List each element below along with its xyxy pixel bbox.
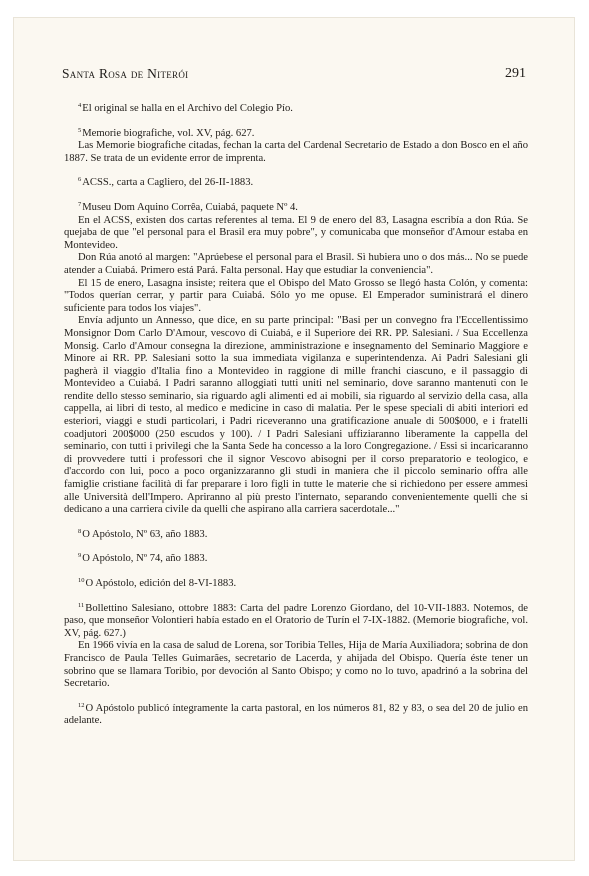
footnote-paragraph: Las Memorie biografiche citadas, fechan la carta del Cardenal Secretario de Estado a don Bosco en el año 1887. Se trata de un evidente error de imprenta. <box>64 140 528 164</box>
footnote-paragraph <box>64 700 528 728</box>
footnote-marker: 5 <box>78 126 82 134</box>
footnote-paragraph <box>64 550 528 566</box>
footnote-marker: 9 <box>78 552 82 560</box>
footnote-7 <box>64 199 528 517</box>
footnote-marker: 4 <box>78 102 82 109</box>
page-number: 291 <box>505 66 526 81</box>
page-header <box>62 66 526 88</box>
footnote-paragraph: En el ACSS, existen dos cartas referentes al tema. El 9 de enero del 83, Lasagna escribía a don Rúa. Se quejaba de que "el personal para el Brasil era muy pobre", y comunicaba que monseñor d'Amour estaba en Montevideo. <box>64 214 528 251</box>
footnote-paragraph <box>64 100 528 116</box>
footnote-8 <box>64 526 528 542</box>
footnote-6 <box>64 174 528 190</box>
footnote-text: ACSS., carta a Cagliero, del 26-II-1883. <box>82 177 254 189</box>
footnote-paragraph <box>64 526 528 542</box>
footnote-marker: 6 <box>78 176 82 184</box>
footnote-text: Memorie biografiche, vol. XV, pág. 627. <box>82 127 255 139</box>
footnote-9 <box>64 550 528 566</box>
book-page <box>14 18 574 860</box>
footnote-text: El original se halla en el Archivo del Colegio Pío. <box>82 103 293 114</box>
footnote-marker: 12 <box>78 701 85 709</box>
footnote-paragraph: Envía adjunto un Annesso, que dice, en su parte principal: "Basi per un convegno fra l'Eccellentissimo Monsignor Dom Carlo D'Amour, vescovo di Cuiabá, e il Superiore dei RR. PP. Salesiani. / Sua Eccellenza Monsig. Carlo d'Amour consegna la direzione, amministrazione e insegnamento del Seminario Maggiore e Minore ai RR. PP. Salesiani sotto la sua immediata vigilanza e superintendenza. Ai Padri Salesiani gli pagherà il viaggio d'Italia fino a Montevideo in raggione di mille franchi ciascuno, e il passaggio di Montevideo a Cuiabá. I Padri saranno alloggiati tutti uniti nel seminario, dove saranno mantenuti con le rendite dello stesso seminario, sia riguardo agli alimenti ed ai mobili, sia riguardo al servizio della casa, alla cappella, ai libri di testo, al medico e medicine in caso di malatia. Per le spese speciali di abiti interiori ed esteriori, viaggi e studi particolari, i Padri riceveranno una gratificazione anuale di 500$000, e i fratelli coadjutori 200$000 (250 escudos y 100). / I Padri Salesiani uffiziaranno liberamente la cappella del seminario, con tutti i privilegi che la Santa Sede ha concesso a la loro Congregazione. / Essi si incaricaranno di provvedere tutti i professori che il signor Vescovo abisogni per il corso preparatorio e teologico, e d'accordo con lui, poco a poco organizzaranno gli studi in maniera che il piccolo seminario offra alle famiglie cristiane facilità di far preparare i loro figli in tutte le materie che si richiedono per essere ammesi alle Università dell'Impero. Apriranno al più presto l'internato, separando convenientemente quelli che si dedicano a una carriera civile da quelli che aspirano alla carriera sacerdotale..." <box>64 315 528 516</box>
footnote-10 <box>64 575 528 591</box>
footnote-5 <box>64 125 528 166</box>
footnote-12 <box>64 700 528 728</box>
footnote-text: O Apóstolo publicó íntegramente la carta pastoral, en los números 81, 82 y 83, o sea del 20 de julio en adelante. <box>64 702 528 727</box>
footnote-text: O Apóstolo, Nº 63, año 1883. <box>82 528 208 540</box>
footnote-text: Museu Dom Aquino Corrêa, Cuiabá, paquete Nº 4. <box>82 201 298 213</box>
footnote-paragraph: En 1966 vivía en la casa de salud de Lorena, sor Toribia Telles, Hija de María Auxiliadora; sobrina de don Francisco de Paula Telles Guimarães, secretario de Lacerda, y ahijada del Obispo. Quería éste tener un sobrino que se llamara Toribio, por devoción al Santo Obispo; y como no lo tuvo, apadrinó a la sobrina del Secretario. <box>64 640 528 690</box>
footnote-paragraph <box>64 125 528 141</box>
footnote-text: Bollettino Salesiano, ottobre 1883: Carta del padre Lorenzo Giordano, del 10-VII-1883. Notemos, de paso, que monseñor Volontieri había estado en el Oratorio de Turín el 7-IX-1882. (Memorie biografiche, vol. XV, pág. 627.) <box>64 602 528 639</box>
footnote-marker: 11 <box>78 601 85 609</box>
footnote-marker: 8 <box>78 527 82 535</box>
footnote-text: O Apóstolo, Nº 74, año 1883. <box>82 553 208 565</box>
footnote-text: O Apóstolo, edición del 8-VI-1883. <box>85 578 237 589</box>
footnote-4 <box>64 100 528 116</box>
footnote-paragraph <box>64 174 528 190</box>
footnotes-body <box>64 100 528 737</box>
footnote-paragraph <box>64 575 528 591</box>
running-title: Santa Rosa de Niterói <box>62 66 189 81</box>
footnote-marker: 10 <box>78 577 85 584</box>
footnote-paragraph: El 15 de enero, Lasagna insiste; reitera que el Obispo del Mato Grosso se llegó hasta Colón, y comenta: "Todos querían cerrar, y partir para Cuiabá. Sólo yo me opuse. El Emperador suministrará el dinero suficiente para todos los viajes". <box>64 277 528 314</box>
footnote-paragraph <box>64 199 528 215</box>
footnote-marker: 7 <box>78 200 82 208</box>
footnote-11 <box>64 600 528 691</box>
footnote-paragraph <box>64 600 528 641</box>
footnote-paragraph: Don Rúa anotó al margen: "Aprúebese el personal para el Brasil. Sì hubiera uno o dos más... No se puede atender a Cuiabá. Primero está Pará. Falta personal. Hay que estudiar la conveniencia". <box>64 252 528 276</box>
